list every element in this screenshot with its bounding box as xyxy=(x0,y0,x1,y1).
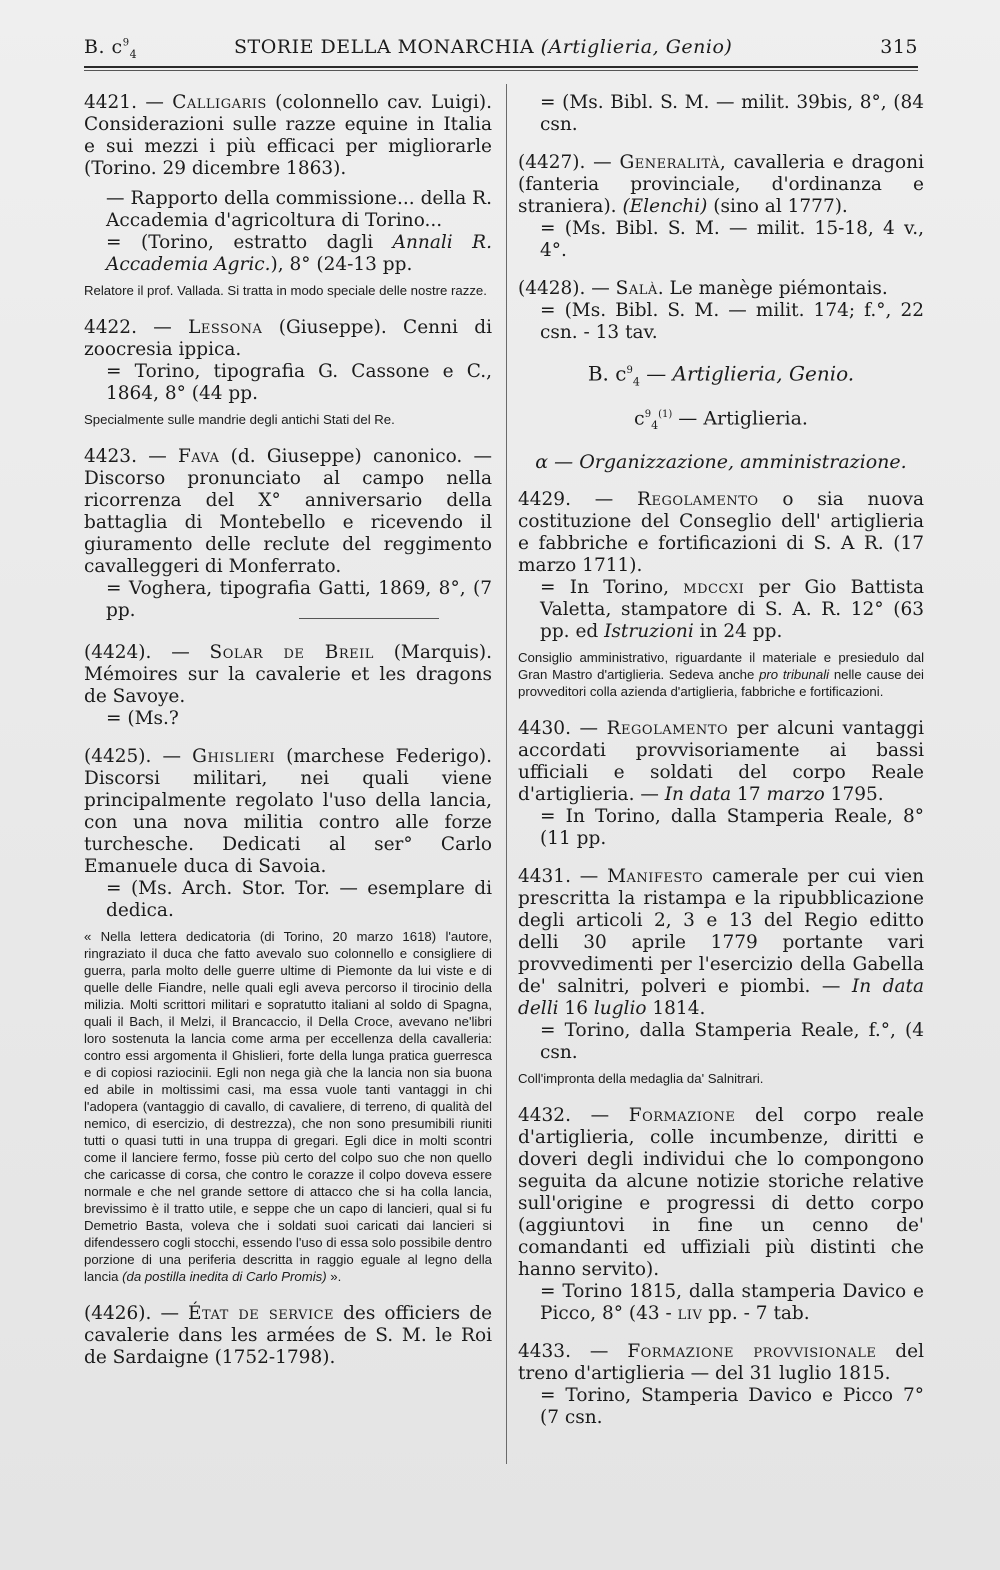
entry-author: Formazione xyxy=(628,1104,736,1126)
running-title: STORIE DELLA MONARCHIA (Artiglieria, Genio) xyxy=(234,36,733,58)
entry-number: 4422. — xyxy=(84,317,172,338)
entry-title: Considerazioni sulle razze equine in Italia e sui mezzi i più efficaci per migliorarle (Torino. 29 dicembre 1863). xyxy=(84,114,492,179)
entry-text: (colonnello cav. Luigi). xyxy=(266,92,492,113)
entry-italic: In data delli xyxy=(518,975,924,1019)
entry-text: des officiers de cavalerie dans les armées de S. M. le Roi de Sardaigne (1752-1798). xyxy=(84,1303,493,1368)
separator-line xyxy=(299,618,439,620)
entry-note: « Nella lettera dedicatoria (di Torino, 20 marzo 1618) l'autore, ringraziato il duca che fatto avevalo suo colonnello e consigliere di guerra, parla molto delle guerre ultime di Piemonte da lui viste e di quelle delle Fiandre, nelle quali egli aveva percorso il tirocinio della milizia. Molti scrittori militari e sopratutto italiani al soldo di Spagna, quali il Bach, il Melzi, il Brancaccio, il Della Croce, avevano ne'libri loro sostenuta la lancia come arma per eccellenza della cavalleria: contro essi argomenta il Ghislieri, forte della lunga pratica guerresca e di copiosi raziocinii. Egli non nega già che la lancia non sia buona ed abile in moltissimi casi, ma essa vuole tanti vantaggi in chi l'adopera (vantaggio di cavallo, di cavaliere, di terreno, di qualità del nemico, di esercizio, di destrezza), che non sono presumibili riuniti tutti o quasi tutti in una truppa di gregari. Egli dice in molti scontri come il lanciere fermo, fosse più certo del colpo suo che non quello che caricasse di corsa, che contro le corazze il colpo doveva essere normale e che nel grande settore di attacco che si ha colla lancia, brevissimo è il tratto utile, e seppe che un capo di lancieri, qual si fu Demetrio Basta, voleva che i soldati suoi caricati dai lancieri si difendessero cogli stocchi, essendo l'uso di essa solo possibile dentro porzione di una periferia descritta in raggio eguale al legno della lancia (da postilla inedita di Carlo Promis) ». xyxy=(84,929,492,1284)
entry-note: Specialmente sulle mandrie degli antichi Stati del Re. xyxy=(84,412,395,427)
entry-text: per alcuni vantaggi accordati provvisoriamente ai bassi ufficiali e soldati del corpo Reale d'artiglieria. — xyxy=(518,717,924,805)
entry-subtitle: — Rapporto della commissione... della R. Accademia d'agricoltura di Torino... xyxy=(106,188,492,231)
entry-text: camerale per cui vien prescritta la ristampa e la ripubblicazione degli articoli 2, 3 e 13 del Regio editto delli 30 aprile 1779 portante vari provvedimenti per l'esercizio della Gabella de' salnitri, polveri e piombi. — xyxy=(518,865,925,997)
entry-text: (Giuseppe). Cenni di zoocresia ippica. xyxy=(84,317,492,360)
entry-number: 4429. — xyxy=(518,488,614,510)
entry-imprint: = (Ms. Bibl. S. M. — milit. 15-18, 4 v., 4°. xyxy=(540,218,924,261)
entry-text: 1814. xyxy=(646,997,706,1019)
entry-4431 xyxy=(518,866,924,1087)
entry-text: (Marquis). Mémoires sur la cavalerie et les dragons de Savoye. xyxy=(84,642,492,707)
entry-imprint: = (Torino, estratto dagli Annali R. Accademia Agric.), 8° (24-13 pp. xyxy=(106,232,492,275)
header-rule xyxy=(84,66,918,68)
entry-number: 4433. — xyxy=(518,1340,609,1362)
entry-author: Lessona xyxy=(188,317,263,338)
entry-text: 16 xyxy=(558,997,594,1019)
entry-italic: In data xyxy=(664,783,732,805)
entry-author: État de service xyxy=(188,1303,335,1324)
entry-text: 17 xyxy=(731,783,767,805)
entry-note: Coll'impronta della medaglia da' Salnitrari. xyxy=(518,1070,764,1086)
entry-author: Generalità xyxy=(619,152,720,173)
entry-italic: luglio xyxy=(593,997,647,1019)
entry-note: Consiglio amministrativo, riguardante il materiale e presiedulo dal Gran Mastro d'artiglieria. Sedeva anche pro tribunali nelle cause dei provveditori colla azienda d'artiglieria, fabbriche e fortificazioni. xyxy=(518,649,924,699)
entry-4429 xyxy=(518,489,924,700)
entry-author: Regolamento xyxy=(637,488,759,510)
entry-number: (4424). — xyxy=(84,642,190,663)
entry-imprint: = (Ms. Arch. Stor. Tor. — esemplare di dedica. xyxy=(106,878,492,921)
entry-text: del corpo reale d'artiglieria, colle incumbenze, diritti e doveri degli individui che lo compongono seguita da alcune notizie storiche relative sull'origine e progressi di detto corpo (aggiuntovi in fine un cenno de' comandanti ed uffiziali più distinti che hanno servito). xyxy=(518,1104,925,1280)
entry-author: Formazione provvisionale xyxy=(627,1340,877,1362)
column-divider xyxy=(506,84,507,1464)
entry-imprint: = (Ms. Bibl. S. M. — milit. 174; f.°, 22 csn. - 13 tav. xyxy=(540,300,924,343)
entry-author: Regolamento xyxy=(606,717,729,739)
entry-note: Relatore il prof. Vallada. Si tratta in modo speciale delle nostre razze. xyxy=(84,283,487,298)
entry-4425 xyxy=(84,746,492,1285)
left-column xyxy=(84,92,492,1385)
entry-number: (4426). — xyxy=(84,1303,179,1324)
entry-4427 xyxy=(518,152,924,262)
entry-author: Calligaris xyxy=(172,92,267,113)
entry-number: 4430. — xyxy=(518,717,599,739)
entry-4433 xyxy=(518,1341,924,1429)
entry-4428 xyxy=(518,278,924,344)
entry-imprint: = Voghera, tipografia Gatti, 1869, 8°, (7 pp. xyxy=(106,578,492,621)
entry-text: (d. Giuseppe) canonico. — Discorso pronunciato al campo nella ricorrenza del X° anniversario della battaglia di Montebello e ricevendo il giuramento delle reclute del reggimento cavalleggeri di Monferrato. xyxy=(84,446,493,577)
entry-number: (4425). — xyxy=(84,746,182,767)
entry-number: (4428). — xyxy=(518,278,610,299)
entry-author: Manifesto xyxy=(607,865,704,887)
entry-4423 xyxy=(84,446,492,620)
entry-imprint: = Torino, tipografia G. Cassone e C., 1864, 8° (44 pp. xyxy=(106,361,492,404)
signature-mark: B. $c^9_4$ xyxy=(84,36,138,61)
entry-text: , cavalleria e dragoni (fanteria provinciale, d'ordinanza e straniera). xyxy=(518,152,924,217)
entry-4432 xyxy=(518,1105,924,1325)
entry-italic: (Elenchi) xyxy=(622,196,708,217)
entry-text: . Le manège piémontais. xyxy=(657,278,888,299)
entry-number: 4431. — xyxy=(518,865,599,887)
entry-4424 xyxy=(84,642,492,730)
entry-text: del treno d'artiglieria — del 31 luglio 1815. xyxy=(518,1340,925,1384)
entry-author: Salà xyxy=(615,278,658,299)
entry-4421 xyxy=(84,92,492,299)
subsection-heading: $c^9_4^{(1)}$ — Artiglieria. xyxy=(634,406,808,432)
entry-text: (sino al 1777). xyxy=(707,196,848,217)
entry-imprint: = In Torino, mdccxi per Gio Battista Valetta, stampatore di S. A. R. 12° (63 pp. ed Istruzioni in 24 pp. xyxy=(540,576,924,642)
entry-continuation: = (Ms. Bibl. S. M. — milit. 39bis, 8°, (84 csn. xyxy=(540,92,924,135)
alpha-heading: α — Organizzazione, amministrazione. xyxy=(535,450,907,473)
entry-imprint: = Torino, Stamperia Davico e Picco 7° (7 csn. xyxy=(540,1384,924,1428)
entry-author: Solar de Breil xyxy=(209,642,374,663)
header-rule-thin xyxy=(84,70,918,71)
running-header xyxy=(84,36,918,64)
entry-imprint: = Torino 1815, dalla stamperia Davico e Picco, 8° (43 - liv pp. - 7 tab. xyxy=(540,1280,924,1324)
entry-text: 1795. xyxy=(824,783,884,805)
entry-imprint: = Torino, dalla Stamperia Reale, f.°, (4 csn. xyxy=(540,1019,924,1063)
entry-4426 xyxy=(84,1303,492,1369)
entry-number: 4421. — xyxy=(84,92,164,113)
entry-imprint: = In Torino, dalla Stamperia Reale, 8° (11 pp. xyxy=(540,805,924,849)
entry-number: (4427). — xyxy=(518,152,612,173)
page-number: 315 xyxy=(880,36,918,58)
entry-author: Ghislieri xyxy=(192,746,276,767)
entry-4430 xyxy=(518,718,924,850)
entry-number: 4423. — xyxy=(84,446,167,467)
entry-imprint: = (Ms.? xyxy=(106,708,179,729)
entry-text: (marchese Federigo). Discorsi militari, nei quali viene principalmente regolato l'uso della lancia, con una nova militia contro alle forze turchesche. Dedicati al ser° Carlo Emanuele duca di Savoia. xyxy=(84,746,492,877)
entry-number: 4432. — xyxy=(518,1104,610,1126)
right-column xyxy=(518,92,924,1445)
section-heading: B. $c^9_4$ — Artiglieria, Genio. xyxy=(587,361,855,389)
entry-author: Fava xyxy=(177,446,220,467)
entry-italic: marzo xyxy=(766,783,825,805)
entry-text: o sia nuova costituzione del Conseglio dell' artiglieria e fabbriche e fortificazioni di S. A R. (17 marzo 1711). xyxy=(518,488,925,576)
entry-4422 xyxy=(84,317,492,428)
